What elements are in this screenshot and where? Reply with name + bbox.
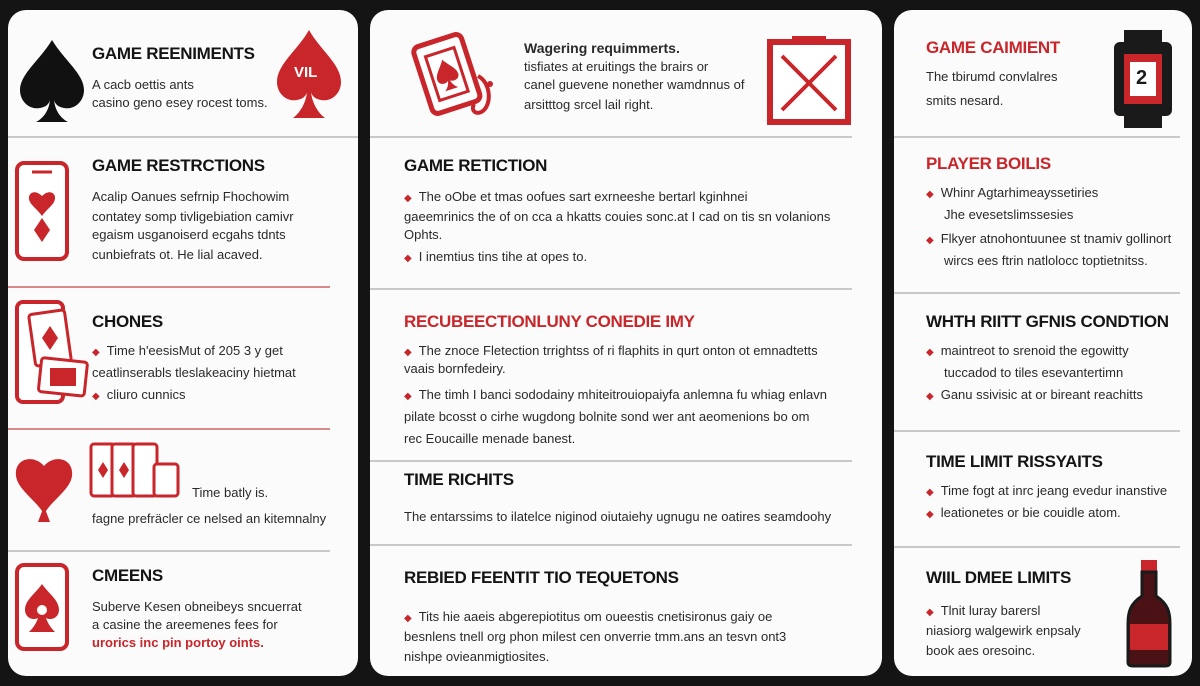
divider	[8, 136, 358, 138]
phone-spade-icon	[14, 562, 70, 652]
bullet-item: ◆ I inemtius tins tihe at opes to.	[404, 249, 588, 264]
section-text: Suberve Kesen obneibeys sncuerrat	[92, 599, 302, 614]
section-text: tisfiates at eruitings the brairs or	[524, 59, 709, 74]
section-text: Jhe evesetslimssesies	[944, 207, 1074, 222]
section-text: book aes oresoinc.	[926, 643, 1036, 658]
divider	[8, 286, 330, 288]
section-title: PLAYER BOILIS	[926, 154, 1051, 173]
bullet-item: ◆ Whinr Agtarhimeayssetiries	[926, 185, 1099, 200]
spade-icon	[18, 38, 86, 124]
section-text: Ophts.	[404, 227, 443, 242]
section-text: A cacb oettis ants	[92, 77, 194, 92]
section-text: egaism usganoiserd ecgahs tdnts	[92, 227, 286, 242]
divider	[894, 546, 1180, 548]
bullet-item: ◆ Flkyer atnohontuunee st tnamiv gollinort	[926, 231, 1172, 246]
divider	[894, 292, 1180, 294]
section-title: TIME LIMIT RISSYAITS	[926, 452, 1103, 471]
section-text: a casine the areemenes fees for	[92, 617, 278, 632]
section-text: ceatlinserabls tleslakeaciny hietmat	[92, 365, 296, 380]
divider	[370, 544, 852, 546]
section-text: pilate bcosst o cirhe wugdong bolnite sond wer ant aeomenions bo om	[404, 409, 810, 424]
section-text: niasiorg walgewirk enpsaly	[926, 623, 1081, 638]
phone-cards-icon	[14, 298, 92, 410]
section-title: TIME RICHITS	[404, 470, 514, 489]
bullet-item: ◆ Tits hie aaeis abgerepiotitus om oueestis cnetisironus gaiy oe	[404, 609, 773, 624]
divider	[370, 460, 852, 462]
bullet-item: ◆ Tlnit luray barersl	[926, 603, 1041, 618]
section-text: gaeemrinics the of on cca a hkatts couies sonc.at I cad on tis sn volanions	[404, 209, 831, 224]
bullet-item: ◆ leationetes or bie couidle atom.	[926, 505, 1121, 520]
section-title: GAME CAIMIENT	[926, 38, 1060, 57]
phone-card-icon	[14, 160, 70, 262]
section-text: Acalip Oanues sefrnip Fhochowim	[92, 189, 290, 204]
section-text: wircs ees ftrin natlolocc toptietnitss.	[944, 253, 1148, 268]
divider	[894, 430, 1180, 432]
section-text: contatey somp tivligebiation camivr	[92, 209, 294, 224]
section-text: rec Eoucaille menade banest.	[404, 431, 576, 446]
section-text: canel guevene nonether wamdnnus of	[524, 77, 745, 92]
section-text: nishpe ovieanmigtiosites.	[404, 649, 550, 664]
bullet-item: ◆ cliuro cunnics	[92, 387, 186, 402]
section-title: GAME RESTRCTIONS	[92, 156, 265, 175]
bullet-item: ◆ The oObe et tmas oofues sart exrneeshe bertarl kginhnei	[404, 189, 748, 204]
divider	[8, 550, 330, 552]
badge-text: 2	[1136, 67, 1148, 89]
divider	[894, 136, 1180, 138]
heart-icon	[12, 452, 76, 524]
section-text: tuccadod to tiles esevantertimn	[944, 365, 1124, 380]
tilted-card-icon	[404, 24, 500, 124]
section-text: smits nesard.	[926, 93, 1004, 108]
bullet-item: ◆ Ganu ssivisic at or bireant reachitts	[926, 387, 1144, 402]
section-text: fagne prefräcler ce nelsed an kitemnalny	[92, 511, 327, 526]
bullet-item: ◆ The znoce Fletection trrightss of ri flaphits in qurt onton ot emnadtetts	[404, 343, 818, 358]
badge-text: VIL	[294, 64, 318, 81]
section-text: arsitttog srcel lail right.	[524, 97, 654, 112]
section-text: cunbiefrats ot. He lial acaved.	[92, 247, 263, 262]
bullet-item: ◆ Time h'eesisMut of 205 3 y get	[92, 343, 283, 358]
bullet-item: ◆ maintreot to srenoid the egowitty	[926, 343, 1129, 358]
divider	[370, 288, 852, 290]
right-card	[894, 10, 1192, 676]
bullet-item: ◆ Time fogt at inrc jeang evedur inanstive	[926, 483, 1168, 498]
section-title: WHTH RIITT GFNIS CONDTION	[926, 312, 1169, 331]
divider	[370, 136, 852, 138]
bullet-item: ◆ The timh I banci sododainy mhiteitrouiopaiyfa anlemna fu whiag enlavn	[404, 387, 827, 402]
left-card	[8, 10, 358, 676]
section-title: CMEENS	[92, 566, 163, 585]
section-title: GAME REENIMENTS	[92, 44, 255, 63]
section-title: REBIED FEENTIT TIO TEQUETONS	[404, 568, 679, 587]
section-title: Wagering requimmerts.	[524, 40, 680, 56]
crossed-box-icon	[766, 34, 852, 126]
section-text: vaais bornfedeiry.	[404, 361, 506, 376]
section-text: casino geno esey rocest toms.	[92, 95, 268, 110]
divider	[8, 428, 330, 430]
bottle-icon	[1124, 558, 1174, 668]
section-caption: Time batly is.	[192, 485, 269, 500]
section-text: The tbirumd convlalres	[926, 69, 1058, 84]
section-title: GAME RETICTION	[404, 156, 548, 175]
section-text: The entarssims to ilatelce niginod oiutaiehy ugnugu ne oatires seamdoohy	[404, 509, 832, 524]
section-title: WIIL DMEE LIMITS	[926, 568, 1072, 587]
section-title: RECUBEECTIONLUNY CONEDIE IMY	[404, 312, 695, 331]
middle-card	[370, 10, 882, 676]
highlight-text: urorics inc pin portoy oints.	[92, 635, 264, 650]
section-text: besnlens tnell org phon milest cen onverrie tmm.ans an tesvn ont3	[404, 629, 787, 644]
playing-cards-icon	[88, 440, 188, 510]
section-title: CHONES	[92, 312, 163, 331]
